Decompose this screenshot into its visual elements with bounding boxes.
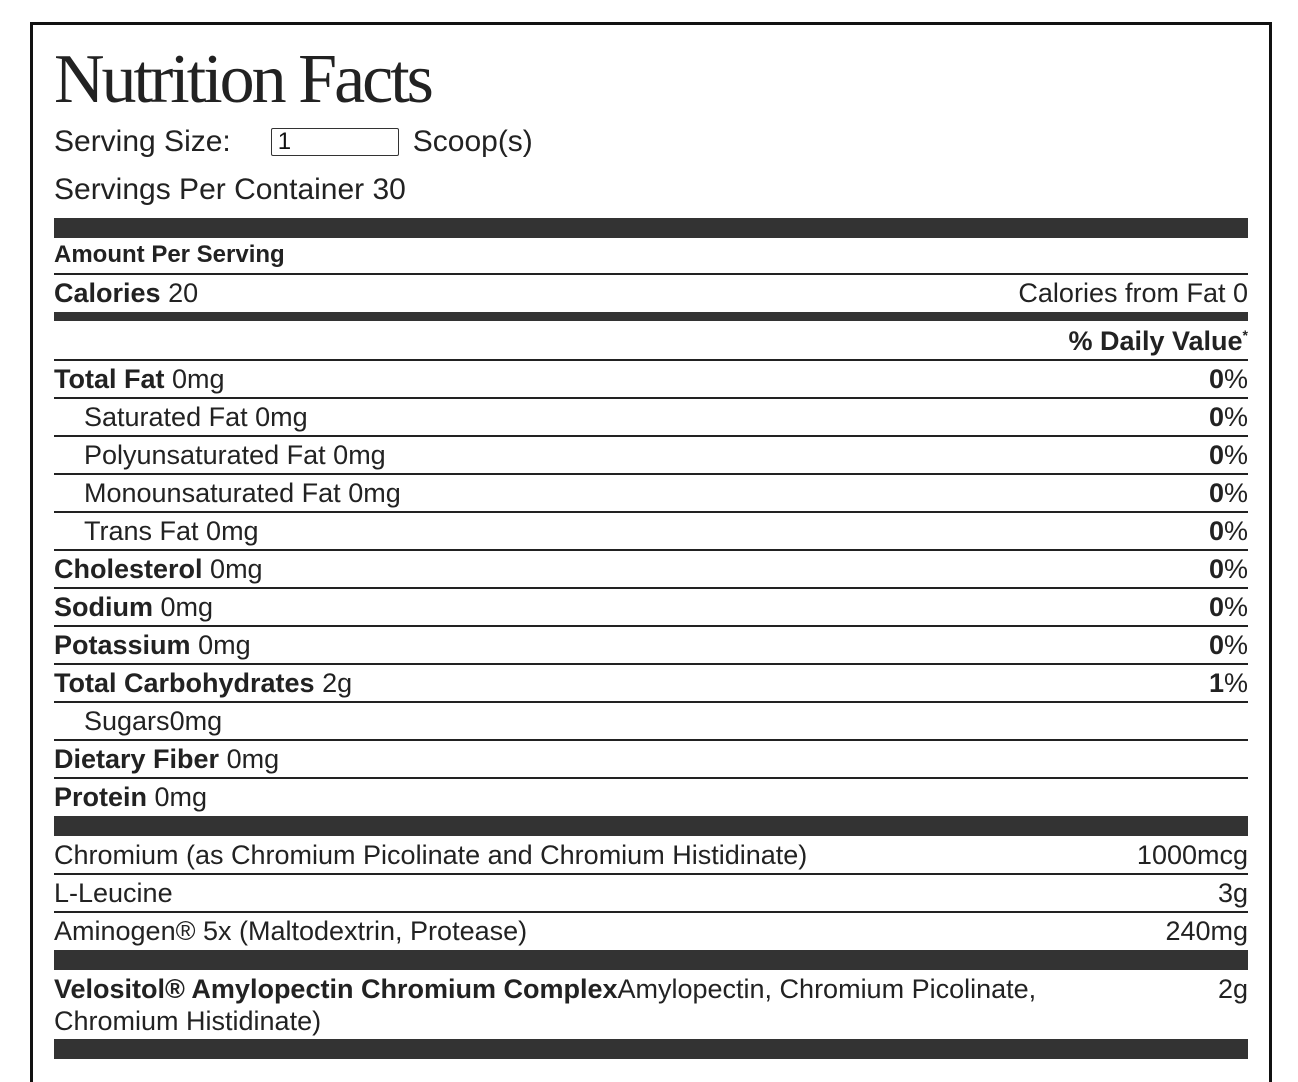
serving-size-row <box>54 125 533 159</box>
nutrient-name: Potassium <box>54 629 191 660</box>
nutrient-amount: 0mg <box>198 629 251 660</box>
nutrient-row-cholesterol <box>54 550 1248 588</box>
nutrient-row-saturated-fat <box>54 398 1248 436</box>
complex-name: Velositol® Amylopectin Chromium Complex <box>54 974 618 1004</box>
serving-size-unit: Scoop(s) <box>412 125 533 158</box>
complex-amount: 2g <box>1217 974 1248 1004</box>
pct-sign: % <box>1223 439 1248 470</box>
nutrient-name: Monounsaturated Fat <box>84 477 341 508</box>
serving-size-label: Serving Size: <box>54 125 231 158</box>
supplement-row-chromium <box>54 836 1248 874</box>
nutrient-row-sodium <box>54 588 1248 626</box>
pct-sign: % <box>1223 553 1248 584</box>
nutrient-pct: 0 <box>1208 363 1224 394</box>
label-title: Nutrition Facts <box>54 41 431 118</box>
divider-thick <box>54 218 1248 238</box>
nutrient-name: Sodium <box>54 591 153 622</box>
nutrient-name: Total Fat <box>54 363 165 394</box>
supplement-name: Aminogen® 5x (Maltodextrin, Protease) <box>54 915 528 946</box>
supplement-row-l-leucine <box>54 874 1248 912</box>
divider-thick <box>54 950 1248 970</box>
nutrient-amount: 0mg <box>210 553 263 584</box>
nutrient-row-total-fat <box>54 360 1248 398</box>
nutrition-facts-label <box>30 22 1272 1082</box>
pct-sign: % <box>1223 667 1248 698</box>
supplement-amount: 3g <box>1217 877 1248 908</box>
nutrient-pct: 0 <box>1208 591 1224 622</box>
nutrient-name: Protein <box>54 781 148 812</box>
nutrient-amount: 0mg <box>206 515 259 546</box>
complex-ingredients: Amylopectin, Chromium Picolinate, Chromium Histidinate) <box>54 974 1037 1036</box>
divider-thick <box>54 1039 1248 1059</box>
nutrient-amount: 0mg <box>172 363 225 394</box>
nutrient-amount: 0mg <box>348 477 401 508</box>
nutrient-row-polyunsaturated-fat <box>54 436 1248 474</box>
calories-from-fat: Calories from Fat 0 <box>1018 277 1248 308</box>
supplement-name: Chromium (as Chromium Picolinate and Chromium Histidinate) <box>54 839 808 870</box>
nutrient-name: Cholesterol <box>54 553 203 584</box>
nutrient-name: Total Carbohydrates <box>54 667 315 698</box>
nutrient-name: Trans Fat <box>84 515 199 546</box>
servings-per-container: Servings Per Container 30 <box>54 173 406 206</box>
calories-row <box>54 274 1248 312</box>
daily-value-footnote-mark: * <box>1242 326 1248 343</box>
pct-sign: % <box>1223 515 1248 546</box>
daily-value-header: % Daily Value <box>1068 325 1243 356</box>
supplement-row-aminogen <box>54 912 1248 950</box>
nutrient-amount: 0mg <box>333 439 386 470</box>
pct-sign: % <box>1223 401 1248 432</box>
nutrient-row-trans-fat <box>54 512 1248 550</box>
nutrient-pct: 0 <box>1208 401 1224 432</box>
divider-thick <box>54 816 1248 836</box>
nutrient-row-total-carbohydrates <box>54 664 1248 702</box>
nutrient-name: Dietary Fiber <box>54 743 220 774</box>
nutrient-row-protein <box>54 778 1248 816</box>
serving-size-input[interactable] <box>271 128 399 156</box>
pct-sign: % <box>1223 629 1248 660</box>
calories-value: 20 <box>168 277 199 308</box>
supplement-amount: 1000mcg <box>1136 839 1248 870</box>
supplement-amount: 240mg <box>1165 915 1248 946</box>
nutrient-amount: 0mg <box>226 743 280 774</box>
nutrient-pct: 0 <box>1208 477 1224 508</box>
pct-sign: % <box>1223 591 1248 622</box>
nutrient-pct: 0 <box>1208 629 1224 660</box>
daily-value-header-row <box>54 322 1248 360</box>
nutrient-name: Polyunsaturated Fat <box>84 439 326 470</box>
amount-per-serving-heading: Amount Per Serving <box>54 241 285 268</box>
nutrient-row-dietary-fiber <box>54 740 1248 778</box>
nutrient-pct: 0 <box>1208 439 1224 470</box>
calories-label: Calories <box>54 277 161 308</box>
velositol-complex-row <box>54 973 1248 1037</box>
nutrient-row-sugars <box>54 702 1248 740</box>
nutrient-pct: 1 <box>1208 667 1224 698</box>
nutrient-amount: 2g <box>322 667 353 698</box>
nutrient-pct: 0 <box>1208 515 1224 546</box>
nutrient-row-monounsaturated-fat <box>54 474 1248 512</box>
nutrient-name: Saturated Fat <box>84 401 248 432</box>
nutrient-amount: 0mg <box>154 781 208 812</box>
supplement-name: L-Leucine <box>54 877 173 908</box>
nutrient-name: Sugars <box>84 705 170 736</box>
nutrient-amount: 0mg <box>169 705 223 736</box>
pct-sign: % <box>1223 477 1248 508</box>
nutrient-row-potassium <box>54 626 1248 664</box>
divider-medium <box>54 312 1248 321</box>
pct-sign: % <box>1223 363 1248 394</box>
nutrient-amount: 0mg <box>160 591 214 622</box>
nutrient-pct: 0 <box>1208 553 1224 584</box>
nutrient-amount: 0mg <box>255 401 308 432</box>
